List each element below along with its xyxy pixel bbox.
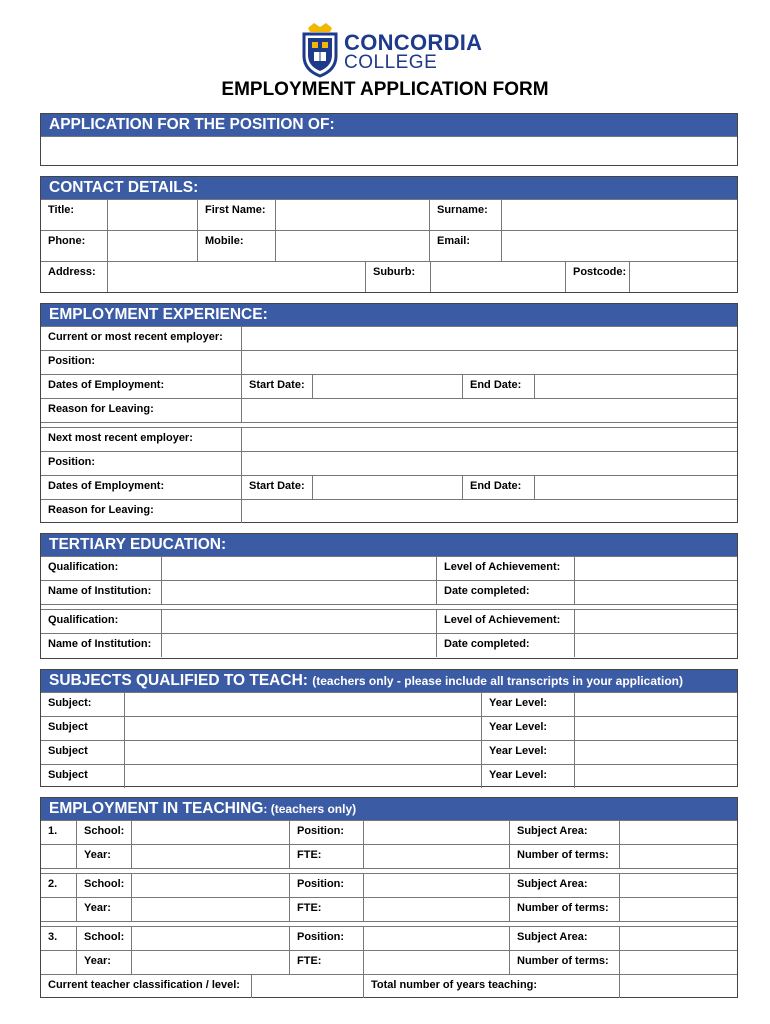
- college-logo: [300, 22, 500, 78]
- suburb-field[interactable]: [430, 262, 565, 292]
- subject-row: [41, 764, 737, 788]
- experience-section: [40, 303, 738, 523]
- exp1-reason-label: Reason for Leaving:: [48, 403, 154, 415]
- teach2-number: 2.: [48, 878, 58, 890]
- teach3-year-field[interactable]: [131, 951, 289, 974]
- teach2-subject-area-label: Subject Area:: [509, 874, 619, 897]
- teach3-year-label: Year:: [76, 951, 131, 974]
- exp2-end-label: End Date:: [462, 476, 534, 499]
- teach1-number: 1.: [48, 825, 58, 837]
- teach1-position-label: Position:: [289, 821, 363, 844]
- teach3-position-label: Position:: [289, 927, 363, 950]
- exp1-end-field[interactable]: [534, 375, 737, 398]
- surname-label: Surname:: [429, 200, 501, 230]
- teach2-terms-label: Number of terms:: [509, 898, 619, 921]
- teach1-school-row: [41, 820, 737, 844]
- year-level-label: Year Level:: [481, 765, 574, 788]
- classification-row: [41, 974, 737, 998]
- contact-section: [40, 176, 738, 293]
- teach1-terms-label: Number of terms:: [509, 845, 619, 868]
- teach3-terms-field[interactable]: [619, 951, 737, 974]
- suburb-label: Suburb:: [365, 262, 430, 292]
- subject-row: [41, 716, 737, 740]
- logo-line1: CONCORDIA: [344, 30, 483, 55]
- teach2-school-field[interactable]: [131, 874, 289, 897]
- exp1-position-label: Position:: [48, 355, 96, 367]
- surname-field[interactable]: [501, 200, 737, 230]
- teach1-fte-label: FTE:: [289, 845, 363, 868]
- exp1-position-field[interactable]: [241, 351, 737, 374]
- tert1-inst-field[interactable]: [161, 581, 436, 604]
- exp2-reason-row: [41, 499, 737, 523]
- exp2-start-field[interactable]: [312, 476, 462, 499]
- teach2-school-row: [41, 873, 737, 897]
- teach2-fte-label: FTE:: [289, 898, 363, 921]
- phone-label: Phone:: [48, 235, 86, 247]
- experience-header: EMPLOYMENT EXPERIENCE:: [41, 304, 737, 326]
- contact-row-3: [41, 261, 737, 292]
- exp2-start-label: Start Date:: [241, 476, 312, 499]
- exp1-employer-row: [41, 326, 737, 350]
- exp1-position-row: [41, 350, 737, 374]
- subject-label: Subject: [48, 745, 88, 757]
- teach2-position-label: Position:: [289, 874, 363, 897]
- exp2-position-row: [41, 451, 737, 475]
- teach3-year-row: [41, 950, 737, 974]
- teach1-school-label: School:: [76, 821, 131, 844]
- teach2-year-field[interactable]: [131, 898, 289, 921]
- email-field[interactable]: [501, 231, 737, 261]
- position-header: APPLICATION FOR THE POSITION OF:: [41, 114, 737, 136]
- tert2-qual-label: Qualification:: [48, 614, 119, 626]
- teach3-school-field[interactable]: [131, 927, 289, 950]
- exp2-reason-label: Reason for Leaving:: [48, 504, 154, 516]
- teach3-fte-label: FTE:: [289, 951, 363, 974]
- first-name-field[interactable]: [275, 200, 429, 230]
- shield-icon: [300, 22, 340, 78]
- email-label: Email:: [429, 231, 501, 261]
- position-section: [40, 113, 738, 166]
- teach2-position-field[interactable]: [363, 874, 509, 897]
- contact-row-1: [41, 199, 737, 230]
- exp2-position-label: Position:: [48, 456, 96, 468]
- subjects-header: [41, 670, 737, 692]
- exp2-dates-row: [41, 475, 737, 499]
- teach1-year-field[interactable]: [131, 845, 289, 868]
- exp2-dates-label: Dates of Employment:: [48, 480, 165, 492]
- address-label: Address:: [48, 266, 96, 278]
- tert2-qual-field[interactable]: [161, 610, 436, 633]
- mobile-field[interactable]: [275, 231, 429, 261]
- postcode-label: Postcode:: [565, 262, 629, 292]
- teach3-blank: [41, 951, 76, 974]
- tert1-qual-label: Qualification:: [48, 561, 119, 573]
- year-level-field[interactable]: [574, 741, 737, 764]
- exp1-employer-label: Current or most recent employer:: [48, 331, 223, 343]
- phone-field[interactable]: [107, 231, 197, 261]
- tert1-qual-field[interactable]: [161, 557, 436, 580]
- teaching-header-note: : (teachers only): [263, 802, 357, 816]
- tert2-inst-label: Name of Institution:: [48, 638, 152, 650]
- exp1-employer-field[interactable]: [241, 327, 737, 350]
- position-field[interactable]: [41, 136, 737, 165]
- tert1-completed-field[interactable]: [574, 581, 737, 604]
- teach2-terms-field[interactable]: [619, 898, 737, 921]
- exp2-position-field[interactable]: [241, 452, 737, 475]
- teach1-subject-area-field[interactable]: [619, 821, 737, 844]
- teach3-subject-area-field[interactable]: [619, 927, 737, 950]
- subject-label: Subject: [48, 769, 88, 781]
- tert2-qual-row: [41, 609, 737, 633]
- tert2-level-field[interactable]: [574, 610, 737, 633]
- logo-line2: COLLEGE: [344, 52, 438, 73]
- subject-row: [41, 692, 737, 716]
- mobile-label: Mobile:: [197, 231, 275, 261]
- teach1-subject-area-label: Subject Area:: [509, 821, 619, 844]
- subject-field[interactable]: [124, 693, 481, 716]
- teach3-fte-field[interactable]: [363, 951, 509, 974]
- exp2-employer-label: Next most recent employer:: [48, 432, 193, 444]
- exp1-reason-field[interactable]: [241, 399, 737, 422]
- teach1-position-field[interactable]: [363, 821, 509, 844]
- teach1-school-field[interactable]: [131, 821, 289, 844]
- tertiary-header: TERTIARY EDUCATION:: [41, 534, 737, 556]
- tert2-completed-field[interactable]: [574, 634, 737, 657]
- year-level-label: Year Level:: [481, 717, 574, 740]
- teach1-blank: [41, 845, 76, 868]
- contact-row-2: [41, 230, 737, 261]
- exp1-dates-label: Dates of Employment:: [48, 379, 165, 391]
- teaching-section: [40, 797, 738, 998]
- tert2-inst-field[interactable]: [161, 634, 436, 657]
- teach2-year-row: [41, 897, 737, 921]
- teach1-fte-field[interactable]: [363, 845, 509, 868]
- subjects-header-note: (teachers only - please include all transcripts in your application): [312, 674, 683, 688]
- teaching-header: [41, 798, 737, 820]
- exp1-start-field[interactable]: [312, 375, 462, 398]
- tert1-level-label: Level of Achievement:: [436, 557, 574, 580]
- teach2-blank: [41, 898, 76, 921]
- subject-field[interactable]: [124, 717, 481, 740]
- teach3-school-row: [41, 926, 737, 950]
- tert2-inst-row: [41, 633, 737, 657]
- exp2-end-field[interactable]: [534, 476, 737, 499]
- teach3-position-field[interactable]: [363, 927, 509, 950]
- teach2-subject-area-field[interactable]: [619, 874, 737, 897]
- teach3-school-label: School:: [76, 927, 131, 950]
- subject-field[interactable]: [124, 765, 481, 788]
- title-label: Title:: [48, 204, 75, 216]
- total-years-label: Total number of years teaching:: [363, 975, 619, 998]
- teach3-terms-label: Number of terms:: [509, 951, 619, 974]
- exp1-reason-row: [41, 398, 737, 422]
- subject-field[interactable]: [124, 741, 481, 764]
- exp2-employer-field[interactable]: [241, 428, 737, 451]
- tert1-completed-label: Date completed:: [436, 581, 574, 604]
- subject-label: Subject: [48, 721, 88, 733]
- tert1-inst-row: [41, 580, 737, 604]
- exp2-employer-row: [41, 427, 737, 451]
- tert1-level-field[interactable]: [574, 557, 737, 580]
- year-level-field[interactable]: [574, 765, 737, 788]
- form-title: EMPLOYMENT APPLICATION FORM: [221, 79, 549, 100]
- exp2-reason-field[interactable]: [241, 500, 737, 523]
- teach3-subject-area-label: Subject Area:: [509, 927, 619, 950]
- year-level-field[interactable]: [574, 717, 737, 740]
- subjects-header-title: SUBJECTS QUALIFIED TO TEACH:: [49, 672, 308, 689]
- teach1-terms-field[interactable]: [619, 845, 737, 868]
- year-level-label: Year Level:: [481, 741, 574, 764]
- teach2-fte-field[interactable]: [363, 898, 509, 921]
- contact-header: CONTACT DETAILS:: [41, 177, 737, 199]
- title-field[interactable]: [107, 200, 197, 230]
- tert1-qual-row: [41, 556, 737, 580]
- subject-row: [41, 740, 737, 764]
- address-field[interactable]: [107, 262, 365, 292]
- first-name-label: First Name:: [197, 200, 275, 230]
- postcode-field[interactable]: [629, 262, 737, 292]
- teach2-year-label: Year:: [76, 898, 131, 921]
- classification-label: Current teacher classification / level:: [48, 979, 240, 991]
- teach3-number: 3.: [48, 931, 58, 943]
- teaching-header-title: EMPLOYMENT IN TEACHING: [49, 800, 264, 817]
- subject-label: Subject:: [48, 697, 92, 709]
- tert1-inst-label: Name of Institution:: [48, 585, 152, 597]
- subjects-section: [40, 669, 738, 787]
- classification-field[interactable]: [251, 975, 363, 998]
- tertiary-section: [40, 533, 738, 659]
- teach2-school-label: School:: [76, 874, 131, 897]
- exp1-dates-row: [41, 374, 737, 398]
- tert2-level-label: Level of Achievement:: [436, 610, 574, 633]
- exp1-start-label: Start Date:: [241, 375, 312, 398]
- year-level-label: Year Level:: [481, 693, 574, 716]
- exp1-end-label: End Date:: [462, 375, 534, 398]
- total-years-field[interactable]: [619, 975, 737, 998]
- teach1-year-row: [41, 844, 737, 868]
- tert2-completed-label: Date completed:: [436, 634, 574, 657]
- year-level-field[interactable]: [574, 693, 737, 716]
- teach1-year-label: Year:: [76, 845, 131, 868]
